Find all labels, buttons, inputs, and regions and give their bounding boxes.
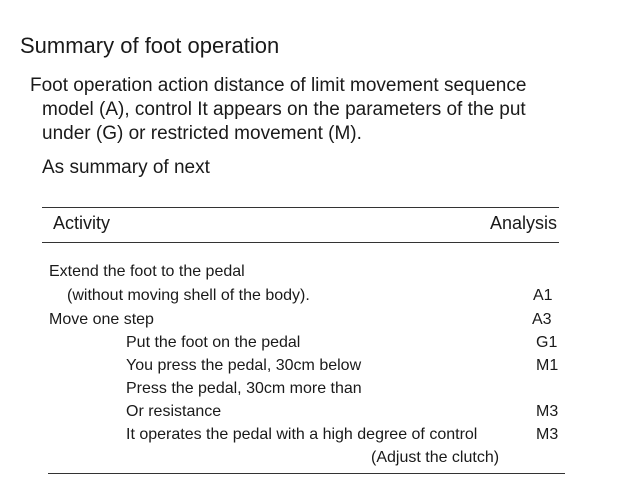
table-header-rule (42, 242, 559, 243)
table-row-analysis: M3 (536, 403, 559, 420)
table-row-analysis: A1 (533, 287, 553, 304)
intro-paragraph (30, 74, 630, 146)
column-header-analysis: Analysis (489, 213, 557, 233)
table-row-analysis: M3 (536, 426, 559, 443)
table-row-activity: You press the pedal, 30cm below (126, 357, 362, 374)
table-top-rule (42, 207, 559, 208)
table-row-analysis: G1 (536, 334, 558, 351)
table-row-activity: (without moving shell of the body). (67, 287, 310, 304)
column-header-activity: Activity (53, 213, 111, 233)
lead-text: As summary of next (42, 157, 210, 178)
table-row-activity: It operates the pedal with a high degree of control (126, 426, 478, 443)
intro-line: Foot operation action distance of limit movement sequence (30, 75, 527, 96)
intro-line: model (A), control It appears on the parameters of the put (42, 99, 526, 120)
table-row-activity: (Adjust the clutch) (371, 449, 500, 466)
table-row-analysis: A3 (532, 311, 552, 328)
table-row-activity: Or resistance (126, 403, 222, 420)
table-row-activity: Extend the foot to the pedal (49, 263, 245, 280)
table-row-analysis: M1 (536, 357, 559, 374)
table-row-activity: Press the pedal, 30cm more than (126, 380, 362, 397)
page-title: Summary of foot operation (20, 33, 280, 58)
intro-line: under (G) or restricted movement (M). (42, 123, 362, 144)
table-row-activity: Put the foot on the pedal (126, 334, 301, 351)
table-row-activity: Move one step (49, 311, 154, 328)
table-bottom-rule (48, 473, 565, 474)
